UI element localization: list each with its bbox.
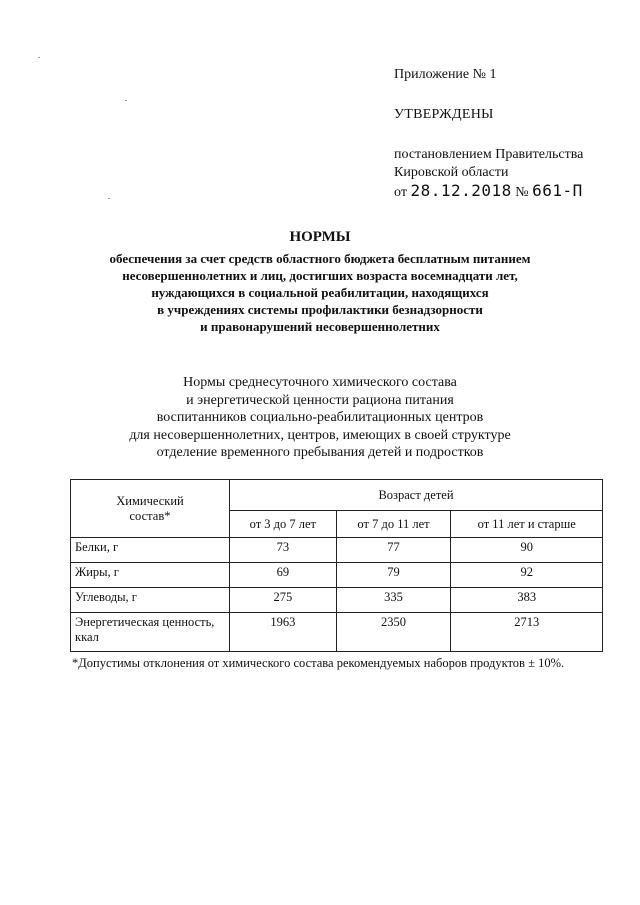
norms-table	[70, 479, 603, 652]
row-label: Жиры, г	[71, 563, 230, 588]
cell-value: 1963	[230, 613, 337, 652]
header-age-3-7: от 3 до 7 лет	[230, 511, 337, 538]
appendix-label: Приложение № 1	[394, 67, 497, 82]
document-title: НОРМЫ	[289, 229, 351, 245]
scan-speck	[108, 198, 110, 199]
scan-speck	[125, 100, 127, 101]
cell-value: 92	[451, 563, 603, 588]
row-label	[71, 613, 230, 652]
row-label-line-1: Энергетическая ценность,	[75, 615, 215, 629]
caption-line: для несовершеннолетних, центров, имеющих в своей структуре	[129, 427, 511, 443]
title-line: в учреждениях системы профилактики безнадзорности	[157, 302, 483, 317]
caption-line: и энергетической ценности рациона питания	[186, 392, 454, 408]
table-caption	[0, 374, 640, 462]
scan-speck	[38, 57, 40, 58]
caption-line: отделение временного пребывания детей и подростков	[156, 445, 484, 460]
row-label-line-2: ккал	[75, 630, 99, 644]
cell-value: 79	[336, 563, 451, 588]
approved-label: УТВЕРЖДЕНЫ	[394, 107, 494, 122]
cell-value: 335	[336, 588, 451, 613]
title-line: нуждающихся в социальной реабилитации, находящихся	[151, 285, 489, 300]
table-row	[71, 563, 603, 588]
decree-date: 28.12.2018	[410, 181, 512, 200]
cell-value: 2350	[336, 613, 451, 652]
cell-value: 90	[451, 538, 603, 563]
header-chem-line-2: состав*	[129, 508, 171, 523]
header-age: Возраст детей	[230, 480, 603, 511]
caption-line: воспитанников социально-реабилитационных центров	[156, 410, 484, 425]
decree-date-line	[394, 182, 583, 202]
title-line: несовершеннолетних и лиц, достигших возраста восемнадцати лет,	[122, 268, 518, 283]
table-header-row	[71, 480, 603, 511]
cell-value: 73	[230, 538, 337, 563]
decree-line-2: Кировской области	[394, 165, 509, 180]
decree-number: 661-П	[532, 181, 583, 200]
header-chem-line-1: Химический	[116, 493, 184, 508]
cell-value: 77	[336, 538, 451, 563]
title-line: и правонарушений несовершеннолетних	[200, 319, 440, 334]
table-row	[71, 588, 603, 613]
caption-line: Нормы среднесуточного химического состава	[183, 375, 457, 390]
decree-line-1: постановлением Правительства	[394, 147, 584, 162]
date-prefix: от	[394, 185, 407, 200]
number-prefix: №	[515, 185, 529, 200]
footnote: *Допустимы отклонения от химического состава рекомендуемых наборов продуктов ± 10%.	[72, 656, 565, 670]
header-age-7-11: от 7 до 11 лет	[336, 511, 451, 538]
row-label: Белки, г	[71, 538, 230, 563]
cell-value: 275	[230, 588, 337, 613]
header-age-11-plus: от 11 лет и старше	[451, 511, 603, 538]
cell-value: 383	[451, 588, 603, 613]
cell-value: 69	[230, 563, 337, 588]
row-label: Углеводы, г	[71, 588, 230, 613]
document-title-description	[0, 250, 640, 335]
header-chemical-composition	[71, 480, 230, 538]
table-row	[71, 538, 603, 563]
document-title-block	[0, 229, 640, 335]
table-row	[71, 613, 603, 652]
approval-block	[394, 66, 583, 202]
title-line: обеспечения за счет средств областного бюджета бесплатным питанием	[109, 251, 531, 266]
cell-value: 2713	[451, 613, 603, 652]
